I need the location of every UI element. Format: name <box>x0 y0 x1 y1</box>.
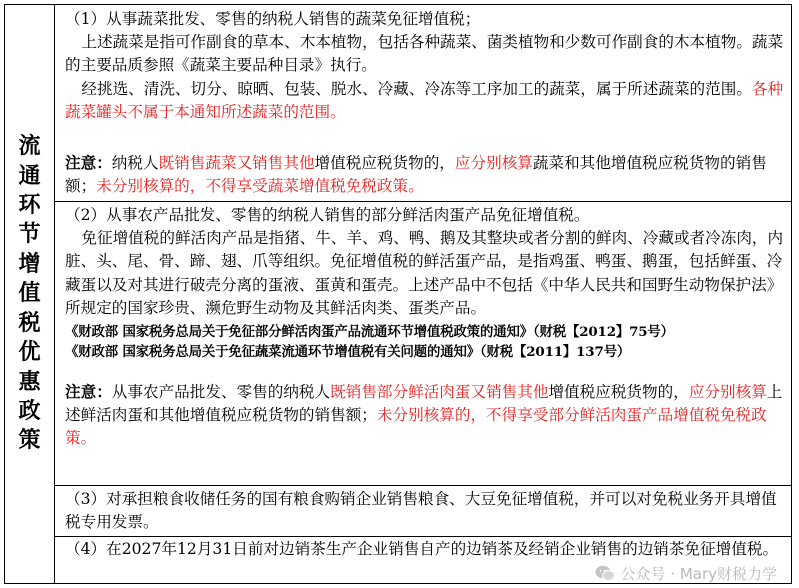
section-1-heading: （1）从事蔬菜批发、零售的纳税人销售的蔬菜免征增值税； <box>65 10 481 28</box>
section-1 <box>57 8 791 198</box>
section-3 <box>57 488 791 534</box>
section-1-para-2-text: 经挑选、清洗、切分、晾晒、包装、脱水、冷藏、冷冻等工序加工的蔬菜，属于所述蔬菜的范围。 <box>81 79 752 98</box>
section-2-note-text-1: 从事农产品批发、零售的纳税人 <box>111 383 331 402</box>
section-4 <box>57 538 791 561</box>
section-1-para-2 <box>65 78 785 124</box>
section-2 <box>57 204 791 451</box>
regulation-reference-1: 《财政部 国家税务总局关于免征部分鲜活肉蛋产品流通环节增值税政策的通知》（财税【2012】75号） <box>65 324 674 341</box>
regulation-reference-2: 《财政部 国家税务总局关于免征蔬菜流通环节增值税有关问题的通知》（财税【2011】137号） <box>65 344 631 361</box>
section-1-para-1: 上述蔬菜是指可作副食的草本、木本植物，包括各种蔬菜、菌类植物和少数可作副食的木本植物。蔬菜的主要品质参照《蔬菜主要品种目录》执行。 <box>65 33 784 75</box>
section-4-text: （4）在2027年12月31日前对边销茶生产企业销售自产的边销茶及经销企业销售的边销茶免征增值税。 <box>65 540 779 558</box>
section-1-note-red-1: 既销售蔬菜又销售其他 <box>158 154 315 173</box>
section-1-note-text-3: 蔬菜和其他增值税应税货物的销售额； <box>65 154 767 196</box>
section-1-note <box>65 151 785 198</box>
section-divider-3 <box>55 536 791 537</box>
wechat-icon <box>595 565 615 582</box>
section-2-note <box>65 380 785 451</box>
watermark-text: 公众号 · Mary财税力学 <box>620 565 777 583</box>
section-2-note-red-3: 未分别核算的，不得享受部分鲜活肉蛋产品增值税免税政策。 <box>65 406 767 448</box>
section-3-text: （3）对承担粮食收储任务的国有粮食购销企业销售粮食、大豆免征增值税，并可以对免税业务开具增值税专用发票。 <box>65 490 777 532</box>
section-1-note-red-2: 应分别核算 <box>454 154 533 173</box>
policy-table <box>4 4 792 584</box>
section-2-heading: （2）从事农产品批发、零售的纳税人销售的部分鲜活肉蛋产品免征增值税。 <box>65 206 590 224</box>
watermark <box>595 563 777 584</box>
section-divider-1 <box>55 201 791 202</box>
section-1-note-text-2: 增值税应税货物的， <box>314 154 455 173</box>
section-1-red-note: 各种蔬菜罐头不属于本通知所述蔬菜的范围。 <box>65 79 784 121</box>
section-2-note-label: 注意： <box>65 382 112 402</box>
side-title: 流通环节增值税优惠政策 <box>18 133 41 454</box>
section-2-note-text-3: 上述鲜活肉蛋和其他增值税应税货物的销售额； <box>65 383 783 425</box>
section-1-note-label: 注意： <box>65 153 112 173</box>
section-divider-2 <box>55 485 791 486</box>
section-2-note-red-1: 既销售部分鲜活肉蛋又销售其他 <box>330 383 549 402</box>
section-2-note-red-2: 应分别核算 <box>688 383 767 402</box>
section-2-note-text-2: 增值税应税货物的， <box>548 383 689 402</box>
section-2-para-1: 免征增值税的鲜活肉产品是指猪、牛、羊、鸡、鸭、鹅及其整块或者分割的鲜肉、冷藏或者冷冻肉，内脏、头、尾、骨、蹄、翅、爪等组织。免征增值税的鲜活蛋产品，是指鸡蛋、鸭蛋、鹅蛋，包括鲜蛋、冷藏蛋以及对其进行破壳分离的蛋液、蛋黄和蛋壳。上述产品中不包括《中华人民共和国野生动物保护法》所规定的国家珍贵、濒危野生动物及其鲜活肉类、蛋类产品。 <box>65 229 784 317</box>
section-1-note-text-1: 纳税人 <box>111 154 159 173</box>
section-1-note-red-3: 未分别核算的，不得享受蔬菜增值税免税政策。 <box>96 177 424 196</box>
side-title-cell <box>5 5 55 583</box>
